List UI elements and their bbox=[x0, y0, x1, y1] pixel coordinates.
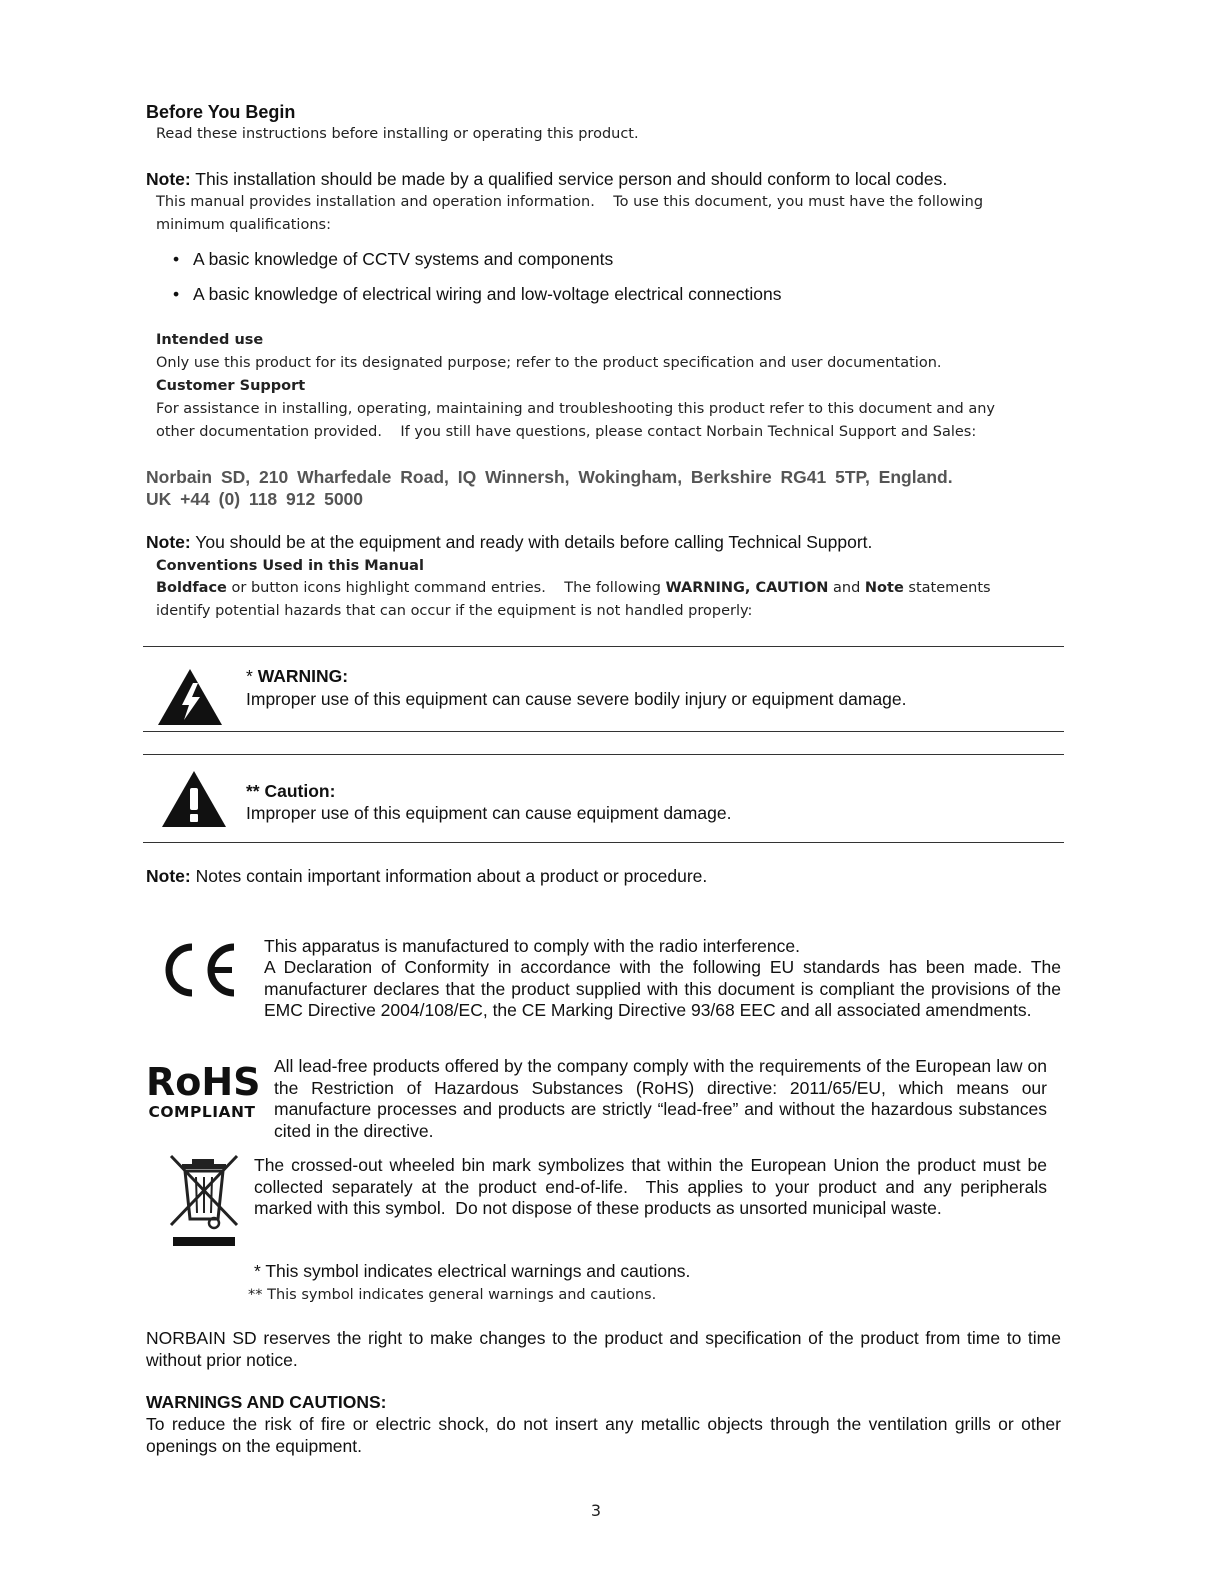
page-number: 3 bbox=[590, 1501, 602, 1520]
warning-label: WARNING: bbox=[257, 666, 349, 686]
rohs-logo-top: RoHS bbox=[146, 1060, 261, 1104]
address-line1: Norbain SD, 210 Wharfedale Road, IQ Winnersh, Wokingham, Berkshire RG41 5TP, England. bbox=[146, 467, 953, 487]
ce-mark-icon bbox=[162, 941, 240, 999]
qualifications-list bbox=[173, 249, 782, 319]
intended-use-title: Intended use bbox=[156, 332, 264, 348]
before-title: Before You Begin bbox=[146, 102, 296, 122]
divider bbox=[143, 646, 1064, 647]
customer-support-line1: For assistance in installing, operating, maintaining and troubleshooting this product refer to this document and any bbox=[156, 401, 995, 417]
warnings-cautions-text: To reduce the risk of fire or electric shock, do not insert any metallic objects through the ventilation grills or other openings on the equipment. bbox=[146, 1414, 1061, 1456]
ce-line1: This apparatus is manufactured to comply with the radio interference. bbox=[264, 936, 800, 956]
note-support bbox=[146, 532, 872, 554]
warning-text: Improper use of this equipment can cause severe bodily injury or equipment damage. bbox=[246, 689, 907, 709]
caution-label: Caution: bbox=[264, 781, 336, 801]
rohs-text: All lead-free products offered by the company comply with the requirements of the European law on the Restriction of Hazardous Substances (RoHS) directive: 2011/65/EU, which means our manufacture processes and products are strictly “lead-free” and without the hazardous substances cited in the directive. bbox=[274, 1056, 1047, 1141]
note-label: Note: bbox=[146, 169, 191, 189]
reserves-text: NORBAIN SD reserves the right to make changes to the product and specification of the product from time to time without prior notice. bbox=[146, 1328, 1061, 1370]
weee-text: The crossed-out wheeled bin mark symbolizes that within the European Union the product must be collected separately at the product end-of-life. This applies to your product and any peripherals marked with this symbol. Do not dispose of these products as unsorted municipal waste. bbox=[254, 1155, 1047, 1218]
rohs-logo bbox=[146, 1060, 261, 1122]
symbol-note-electrical: * This symbol indicates electrical warnings and cautions. bbox=[254, 1261, 691, 1281]
general-caution-icon bbox=[160, 768, 228, 830]
conventions-text: statements bbox=[903, 580, 991, 596]
caution-title bbox=[246, 781, 335, 803]
conventions-line1 bbox=[156, 577, 991, 600]
note-label: Note: bbox=[146, 532, 191, 552]
note-text: Notes contain important information about a product or procedure. bbox=[190, 866, 708, 886]
crossed-bin-icon bbox=[168, 1153, 242, 1249]
conventions-text: and bbox=[828, 580, 865, 596]
customer-support-line2: other documentation provided. If you still have questions, please contact Norbain Technical Support and Sales: bbox=[156, 424, 977, 440]
boldface-term: Boldface bbox=[156, 580, 227, 596]
rohs-logo-bottom: COMPLIANT bbox=[148, 1103, 256, 1121]
conventions-title: Conventions Used in this Manual bbox=[156, 558, 424, 574]
list-item: • A basic knowledge of electrical wiring and low-voltage electrical connections bbox=[173, 284, 782, 319]
electrical-warning-icon bbox=[156, 666, 224, 728]
caution-text: Improper use of this equipment can cause equipment damage. bbox=[246, 803, 732, 823]
ce-text: A Declaration of Conformity in accordance with the following EU standards has been made. The manufacturer declares that the product supplied with this document is compliant the provisions of the EMC Directive 2004/108/EC, the CE Marking Directive 93/68 EEC and all associated amendments. bbox=[264, 957, 1061, 1020]
manual-info-line1: This manual provides installation and operation information. To use this document, you must have the following bbox=[156, 194, 984, 210]
note-text: This installation should be made by a qualified service person and should conform to local codes. bbox=[190, 169, 948, 189]
warning-caution-term: WARNING, CAUTION bbox=[665, 580, 829, 596]
note-term: Note bbox=[864, 580, 904, 596]
divider bbox=[143, 842, 1064, 843]
warnings-cautions-title: WARNINGS AND CAUTIONS: bbox=[146, 1392, 387, 1412]
warning-title bbox=[246, 666, 348, 688]
note-general bbox=[146, 866, 707, 888]
symbol-note-general: ** This symbol indicates general warnings and cautions. bbox=[248, 1287, 657, 1303]
caution-prefix: ** bbox=[246, 781, 265, 801]
note-installation bbox=[146, 169, 947, 191]
address-line2: UK +44 (0) 118 912 5000 bbox=[146, 489, 364, 509]
conventions-text: or button icons highlight command entries. The following bbox=[226, 580, 666, 596]
divider bbox=[143, 731, 1064, 732]
warning-prefix: * bbox=[246, 666, 258, 686]
customer-support-title: Customer Support bbox=[156, 378, 306, 394]
before-text: Read these instructions before installing or operating this product. bbox=[156, 126, 639, 142]
note-label: Note: bbox=[146, 866, 191, 886]
list-item: • A basic knowledge of CCTV systems and components bbox=[173, 249, 782, 284]
intended-use-text: Only use this product for its designated purpose; refer to the product specification and user documentation. bbox=[156, 355, 942, 371]
conventions-line2: identify potential hazards that can occur if the equipment is not handled properly: bbox=[156, 603, 753, 619]
divider bbox=[143, 754, 1064, 755]
manual-info-line2: minimum qualifications: bbox=[156, 217, 331, 233]
note-text: You should be at the equipment and ready with details before calling Technical Support. bbox=[190, 532, 873, 552]
